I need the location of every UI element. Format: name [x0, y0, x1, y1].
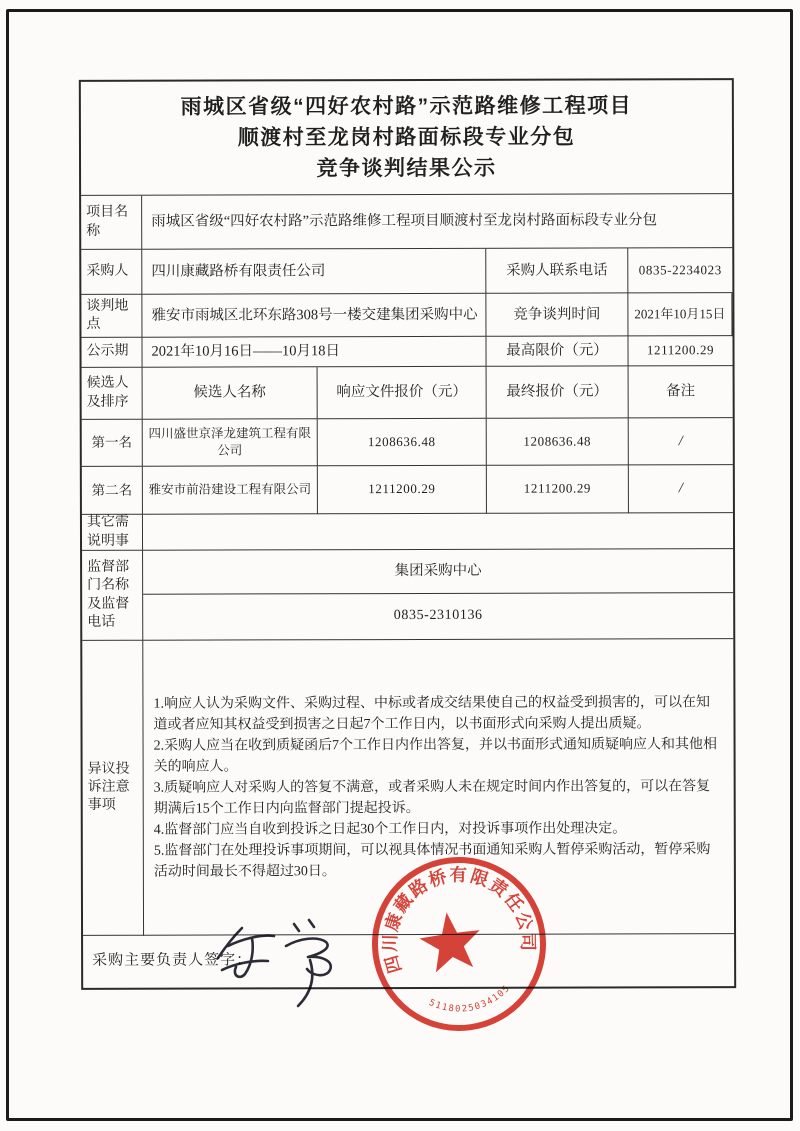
candidates-header-remark: 备注 — [629, 366, 733, 418]
supervision-department-name: 集团采购中心 — [143, 549, 733, 595]
objection-notes-label: 异议投诉注意事项 — [82, 641, 144, 936]
signature-label: 采购主要负责人签字： — [92, 952, 253, 970]
supervision-phone: 0835-2310136 — [143, 593, 733, 641]
project-name-value: 雨城区省级“四好农村路”示范路维修工程项目顺渡村至龙岗村路面标段专业分包 — [142, 194, 732, 250]
candidate-name: 四川盛世京泽龙建筑工程有限公司 — [143, 419, 318, 466]
candidate-response-price: 1211200.29 — [318, 466, 487, 514]
candidates-header-name: 候选人名称 — [143, 367, 318, 419]
company-seal-stamp — [368, 853, 550, 1035]
purchaser-phone-value: 0835-2234023 — [628, 248, 732, 293]
negotiation-place-value: 雅安市雨城区北环东路308号一楼交建集团采购中心 — [142, 294, 486, 338]
candidates-header-final-price: 最终报价（元） — [487, 366, 629, 418]
candidates-header-response-price: 响应文件报价（元） — [318, 367, 487, 419]
title-line-2: 顺渡村至龙岗村路面标段专业分包 — [237, 125, 576, 150]
signature-handwriting — [212, 912, 362, 1012]
seal-company-name: 四川康藏路桥有限责任公司 — [379, 864, 539, 976]
title-line-1: 雨城区省级“四好农村路”示范路维修工程项目 — [180, 94, 633, 119]
negotiation-time-label: 竞争谈判时间 — [486, 293, 628, 336]
document-title — [81, 80, 732, 196]
project-name-label: 项目名称 — [81, 196, 142, 250]
purchaser-label: 采购人 — [81, 250, 142, 295]
candidates-section-label: 候选人及排序 — [82, 368, 143, 420]
other-notes-label: 其它需说明事 — [82, 515, 143, 551]
title-line-3: 竞争谈判结果公示 — [316, 156, 497, 181]
negotiation-time-value: 2021年10月15日 — [628, 293, 732, 336]
price-limit-label: 最高限价（元） — [486, 336, 628, 366]
price-limit-value: 1211200.29 — [628, 336, 732, 366]
objection-item-1: 1.响应人认为采购文件、采购过程、中标或者成交结果使自己的权益受到损害的，可以在知道或者应知其权益受到损害之日起7个工作日内，以书面形式向采购人提出质疑。 — [153, 694, 710, 733]
publicity-period-label: 公示期 — [81, 338, 142, 368]
purchaser-phone-label: 采购人联系电话 — [486, 248, 628, 293]
candidate-rank: 第一名 — [82, 420, 143, 467]
candidate-final-price: 1208636.48 — [487, 418, 629, 465]
candidate-rank: 第二名 — [82, 467, 143, 515]
publicity-period-value: 2021年10月16日——10月18日 — [142, 337, 486, 368]
supervision-label: 监督部门名称及监督电话 — [82, 551, 143, 641]
purchaser-value: 四川康藏路桥有限责任公司 — [142, 249, 486, 295]
candidate-name: 雅安市前沿建设工程有限公司 — [143, 466, 318, 514]
seal-star-icon — [416, 908, 484, 974]
candidate-remark: / — [629, 465, 733, 513]
negotiation-place-label: 谈判地点 — [81, 295, 142, 338]
candidate-final-price: 1211200.29 — [487, 465, 629, 513]
seal-registration-number: 5118025034105 — [427, 983, 513, 1015]
objection-item-3: 3.质疑响应人对采购人的答复不满意，或者采购人未在规定时间内作出答复的，可以在答复期满后15个工作日内向监督部门提起投诉。 — [153, 778, 711, 817]
objection-item-2: 2.采购人应当在收到质疑函后7个工作日内作出答复，并以书面形式通知质疑响应人和其他相关的响应人。 — [153, 736, 718, 775]
candidate-response-price: 1208636.48 — [318, 419, 487, 466]
objection-item-4: 4.监督部门应当自收到投诉之日起30个工作日内，对投诉事项作出处理决定。 — [153, 820, 627, 838]
other-notes-value — [143, 513, 733, 551]
candidate-remark: / — [629, 418, 733, 465]
objection-item-5: 5.监督部门在处理投诉事项期间，可以视具体情况书面通知采购人暂停采购活动，暂停采购活动时间最长不得超过30日。 — [153, 841, 711, 880]
